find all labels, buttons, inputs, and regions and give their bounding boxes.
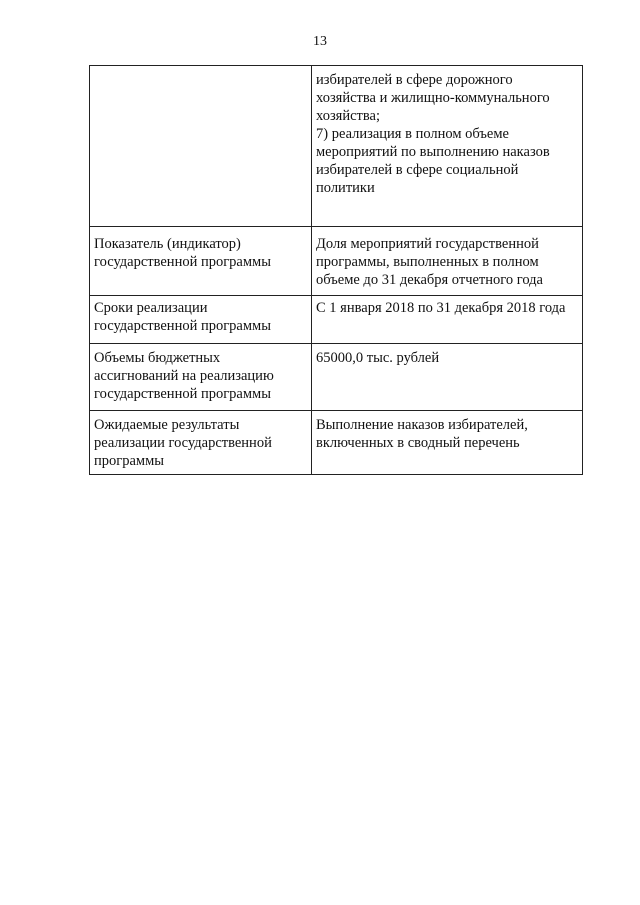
row-value-cell <box>312 344 583 411</box>
row-value: С 1 января 2018 по 31 декабря 2018 года <box>316 300 566 316</box>
table-row-results <box>90 411 583 475</box>
table-row-indicator <box>90 227 583 296</box>
table-row-budget <box>90 344 583 411</box>
row-value-cell <box>312 227 583 296</box>
row-value-cell <box>312 66 583 227</box>
row-value: Доля мероприятий государственной программы, выполненных в полном объеме до 31 декабря отчетного года <box>316 236 543 288</box>
row-label: Показатель (индикатор) государственной программы <box>94 236 271 270</box>
row-label-cell <box>90 344 312 411</box>
row-label: Ожидаемые результаты реализации государственной программы <box>94 417 272 469</box>
table-row-terms <box>90 296 583 344</box>
row-label-cell <box>90 296 312 344</box>
row-label-cell <box>90 411 312 475</box>
row-value: 65000,0 тыс. рублей <box>316 350 440 366</box>
table-row-continuation <box>90 66 583 227</box>
row-value-cell <box>312 411 583 475</box>
row-label-cell <box>90 227 312 296</box>
program-passport-table <box>89 65 583 475</box>
page-number: 13 <box>313 34 327 49</box>
row-label-cell <box>90 66 312 227</box>
row-value: Выполнение наказов избирателей, включенных в сводный перечень <box>316 417 528 451</box>
row-value: избирателей в сфере дорожного хозяйства и жилищно-коммунального хозяйства; 7) реализация в полном объеме мероприятий по выполнению наказов избирателей в сфере социальной политики <box>316 72 550 196</box>
row-value-cell <box>312 296 583 344</box>
row-label: Сроки реализации государственной программы <box>94 300 271 334</box>
row-label: Объемы бюджетных ассигнований на реализацию государственной программы <box>94 350 274 402</box>
